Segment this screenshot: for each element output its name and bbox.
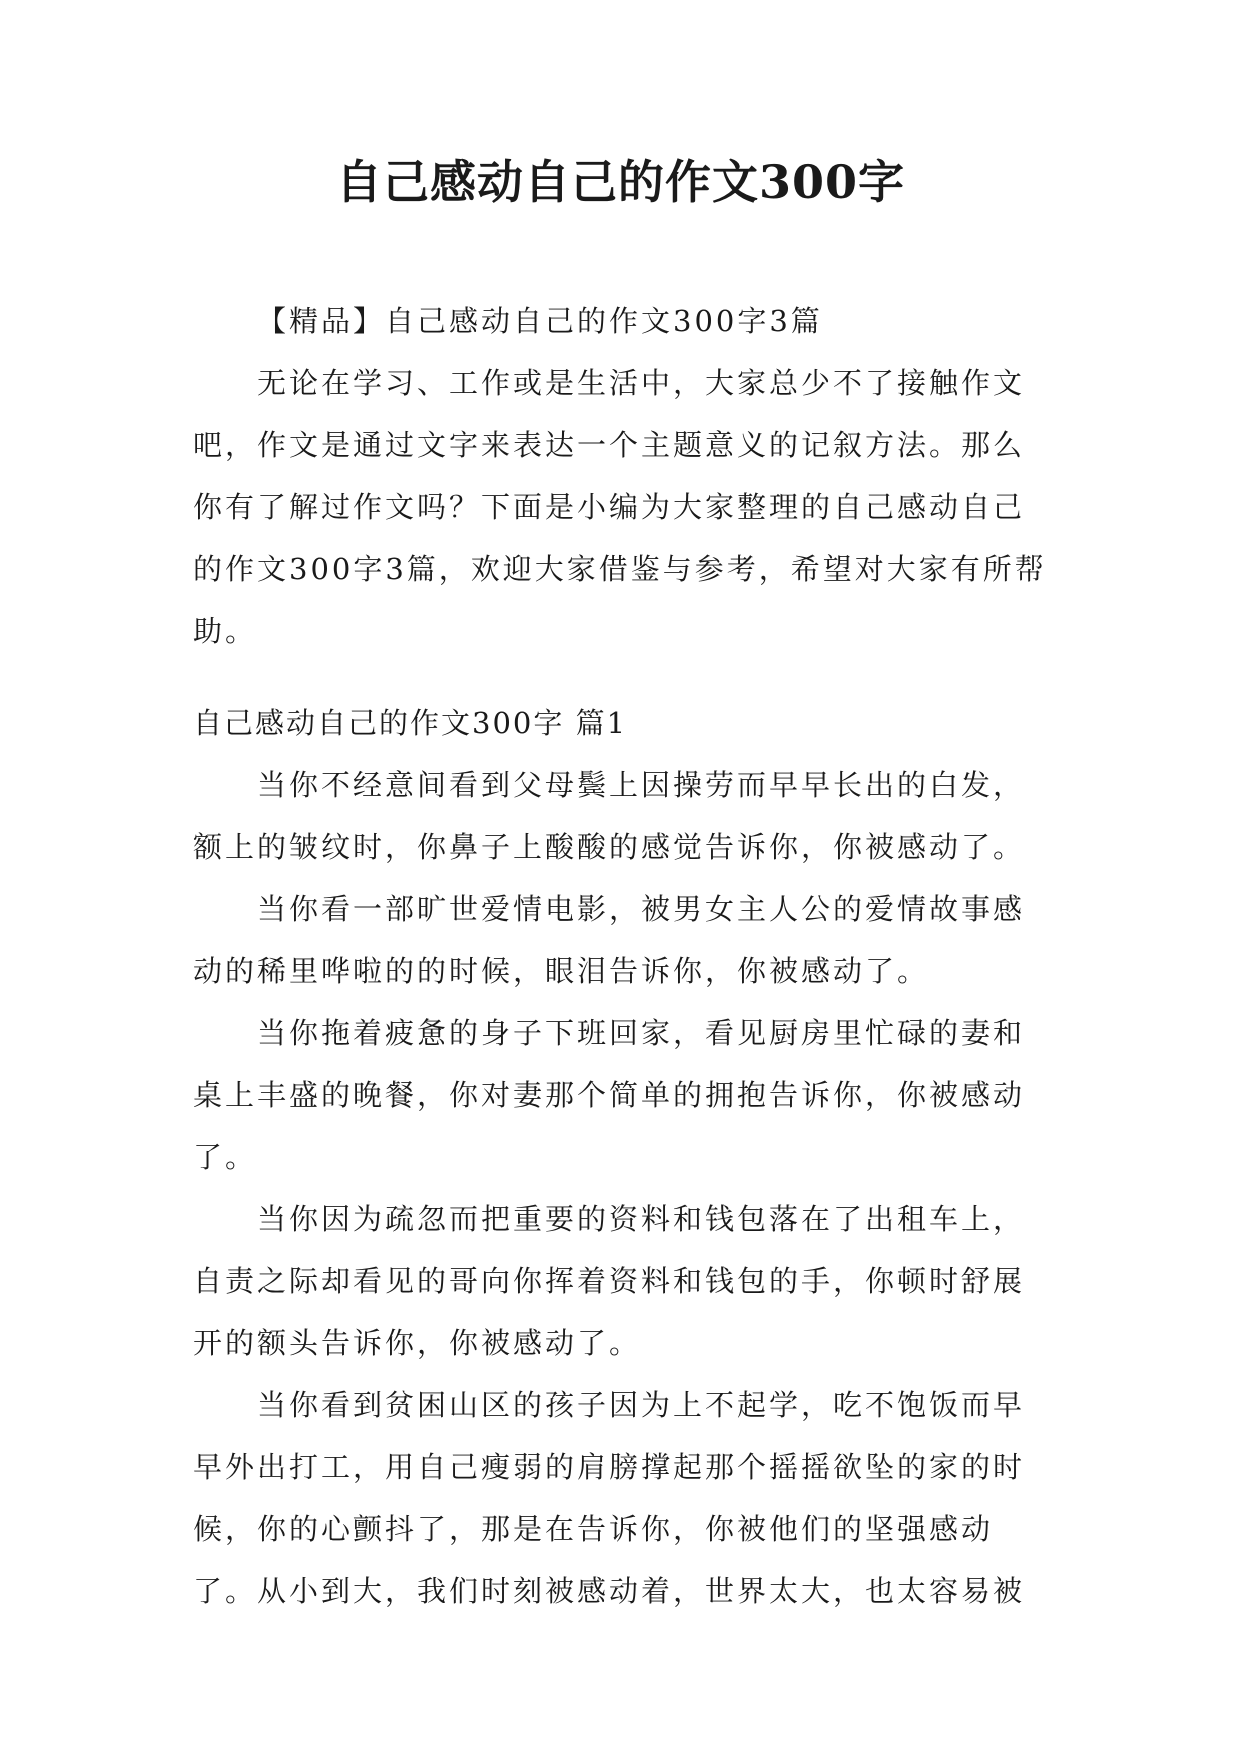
section-heading: 自己感动自己的作文300字 篇1 [193,706,628,740]
body-paragraph: 当你因为疏忽而把重要的资料和钱包落在了出租车上，自责之际却看见的哥向你挥着资料和钱包的手，你顿时舒展开的额头告诉你，你被感动了。 [193,1202,1026,1360]
body-paragraph: 当你看到贫困山区的孩子因为上不起学，吃不饱饭而早早外出打工，用自己瘦弱的肩膀撑起那个摇摇欲坠的家的时候，你的心颤抖了，那是在告诉你，你被他们的坚强感动了。 [193,1388,1026,1608]
document-subtitle: 【精品】自己感动自己的作文300字3篇 [257,304,823,338]
body-paragraph: 当你拖着疲惫的身子下班回家，看见厨房里忙碌的妻和桌上丰盛的晚餐，你对妻那个简单的拥抱告诉你，你被感动了。 [193,1016,1026,1174]
intro-paragraph: 无论在学习、工作或是生活中，大家总少不了接触作文吧，作文是通过文字来表达一个主题意义的记叙方法。那么你有了解过作文吗？下面是小编为大家整理的自己感动自己的作文300字3篇，欢迎大家借鉴与参考，希望对大家有所帮助。 [193,366,1047,648]
body-paragraph: 从小到大，我们时刻被感动着，世界太大，也太容易被 [257,1574,1026,1608]
body-paragraph: 当你不经意间看到父母鬓上因操劳而早早长出的白发，额上的皱纹时，你鼻子上酸酸的感觉告诉你，你被感动了。 [193,768,1026,864]
document-title: 自己感动自己的作文300字 [335,155,906,209]
body-paragraph: 当你看一部旷世爱情电影，被男女主人公的爱情故事感动的稀里哗啦的的时候，眼泪告诉你，你被感动了。 [193,892,1026,988]
